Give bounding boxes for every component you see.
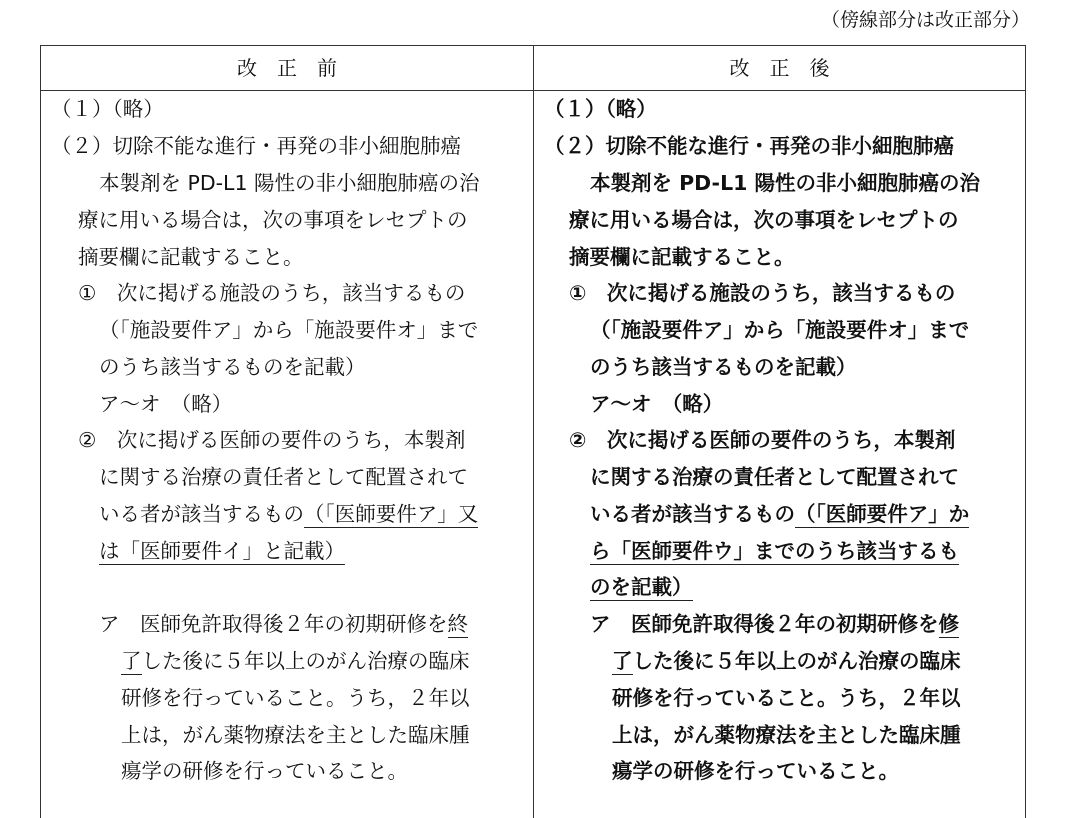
- header-before-revision: 改 正 前: [237, 56, 337, 80]
- item-2-heading: （２）切除不能な進行・再発の非小細胞肺癌: [544, 134, 954, 158]
- body-line: 本製剤を PD-L1 陽性の非小細胞肺癌の治: [99, 171, 480, 195]
- underlined-revision: は「医師要件イ」と記載）: [99, 539, 345, 563]
- item-1: （１）（略）: [51, 97, 164, 121]
- subitem-2: ② 次に掲げる医師の要件のうち，本製剤: [78, 428, 466, 452]
- body-line: [99, 533, 345, 570]
- text-span: した後に５年以上のがん治療の臨床: [632, 649, 961, 673]
- header-after-revision: 改 正 後: [729, 56, 830, 80]
- body-line: に関する治療の責任者として配置されて: [99, 465, 468, 489]
- underlined-revision: 了: [612, 649, 633, 673]
- body-line: 療に用いる場合は，次の事項をレセプトの: [569, 208, 959, 232]
- underlined-revision: 終: [447, 612, 468, 636]
- body-line: のうち該当するものを記載）: [590, 355, 857, 379]
- body-line: 瘍学の研修を行っていること。: [121, 759, 408, 783]
- body-line: 療に用いる場合は，次の事項をレセプトの: [78, 208, 468, 232]
- underlined-revision: ら「医師要件ウ」までのうち該当するも: [590, 539, 959, 563]
- body-line: に関する治療の責任者として配置されて: [590, 465, 959, 489]
- body-line: 研修を行っていること。うち，２年以: [121, 686, 470, 710]
- column-after-revision: [534, 91, 1025, 818]
- column-before-revision: [41, 91, 533, 818]
- underlined-revision: （「医師要件ア」又: [304, 502, 479, 526]
- body-line: [590, 496, 969, 533]
- item-1: （１）（略）: [544, 97, 657, 121]
- body-line: 上は，がん薬物療法を主とした臨床腫: [121, 723, 470, 747]
- text-span: ア 医師免許取得後２年の初期研修を: [590, 612, 939, 636]
- body-line: [612, 643, 961, 680]
- body-line: [99, 496, 478, 533]
- body-line: ア～オ （略）: [590, 392, 724, 416]
- text-span: いる者が該当するもの: [99, 502, 304, 526]
- underlined-revision: 了: [121, 649, 142, 673]
- body-line: 摘要欄に記載すること。: [78, 245, 304, 269]
- text-span: した後に５年以上のがん治療の臨床: [141, 649, 470, 673]
- body-line: 研修を行っていること。うち，２年以: [612, 686, 961, 710]
- underline-legend-note: （傍線部分は改正部分）: [820, 9, 1030, 31]
- subitem-2: ② 次に掲げる医師の要件のうち，本製剤: [569, 428, 956, 452]
- underlined-revision: のを記載）: [590, 575, 693, 599]
- underlined-revision: 修: [938, 612, 959, 636]
- body-line: [99, 606, 468, 643]
- text-span: いる者が該当するもの: [590, 502, 795, 526]
- body-line: 摘要欄に記載すること。: [569, 245, 795, 269]
- body-line: （「施設要件ア」から「施設要件オ」まで: [99, 318, 479, 342]
- body-line: [590, 533, 959, 570]
- body-line: 上は，がん薬物療法を主とした臨床腫: [612, 723, 961, 747]
- body-line: のうち該当するものを記載）: [99, 355, 366, 379]
- body-line: [590, 606, 959, 643]
- underlined-revision: （「医師要件ア」か: [795, 502, 970, 526]
- subitem-1: ① 次に掲げる施設のうち，該当するもの: [569, 281, 956, 305]
- body-line: 瘍学の研修を行っていること。: [612, 759, 899, 783]
- subitem-1: ① 次に掲げる施設のうち，該当するもの: [78, 281, 466, 305]
- body-line: ア～オ （略）: [99, 392, 233, 416]
- body-line: [590, 569, 693, 606]
- body-line: （「施設要件ア」から「施設要件オ」まで: [590, 318, 970, 342]
- item-2-heading: （２）切除不能な進行・再発の非小細胞肺癌: [51, 134, 461, 158]
- body-line: [121, 643, 470, 680]
- text-span: ア 医師免許取得後２年の初期研修を: [99, 612, 448, 636]
- body-line: 本製剤を PD-L1 陽性の非小細胞肺癌の治: [590, 171, 981, 195]
